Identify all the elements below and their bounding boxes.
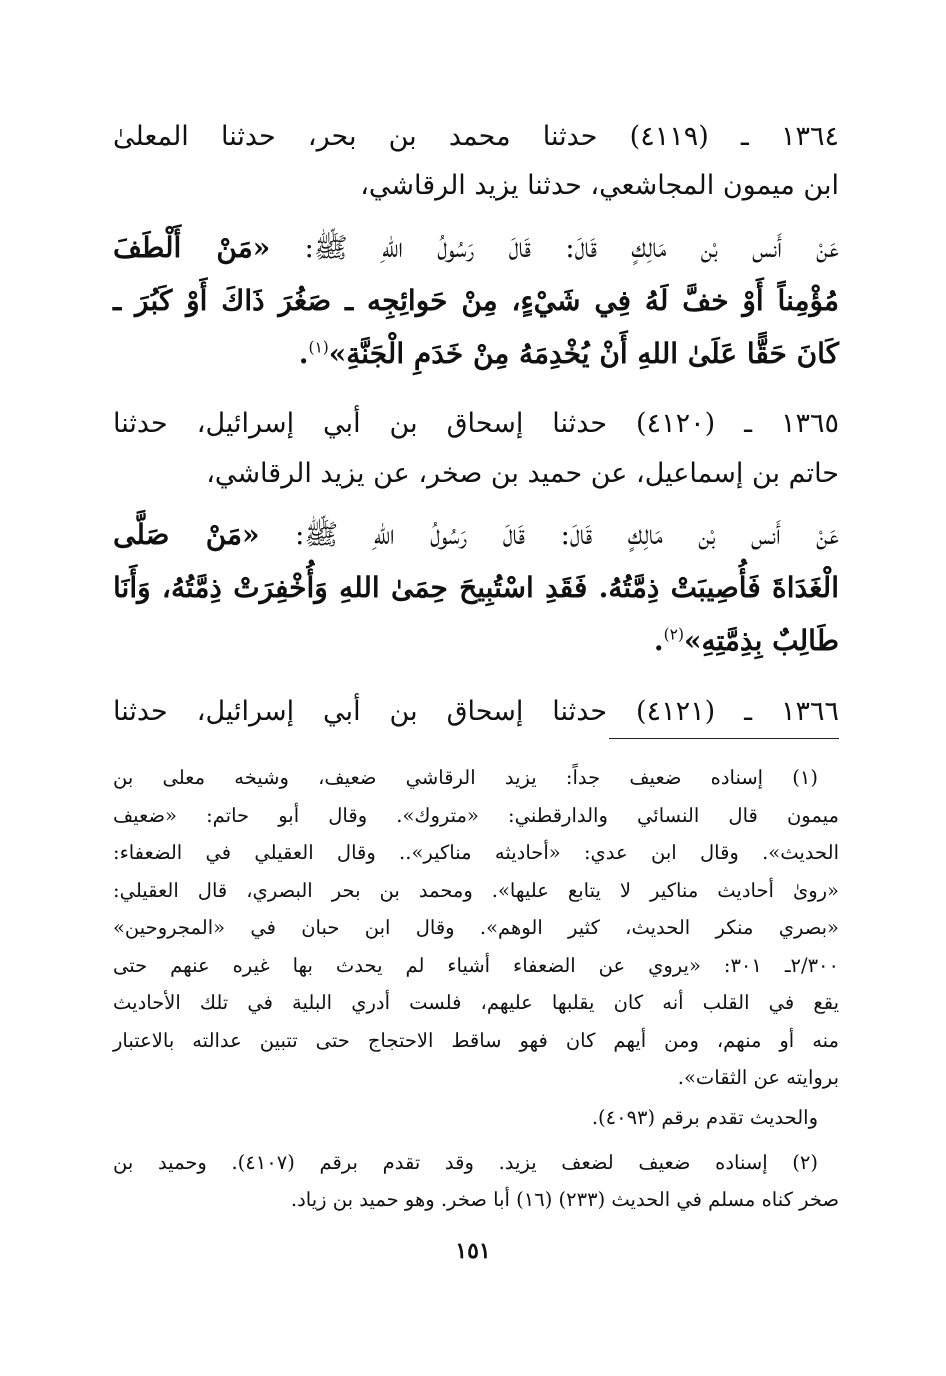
hadith-1365-matn-line-1 bbox=[113, 518, 839, 551]
footnote-separator bbox=[609, 738, 839, 739]
hadith-1365-matn-line-2: الْغَدَاةَ فَأُصِيبَتْ ذِمَّتُهُ. فَقَدِ اسْتُبِيحَ حِمَىٰ اللهِ وَأُخْفِرَتْ ذِمَّتُهُ، وَأَنَا bbox=[113, 571, 839, 604]
hadith-1365-matn-line-3 bbox=[113, 624, 839, 657]
hadith-1364-matn-line-2: مُؤْمِناً أَوْ خفَّ لَهُ فِي شَيْءٍ، مِنْ حَوائِجِه ـ صَغُرَ ذَاكَ أَوْ كَبُرَ ـ bbox=[113, 284, 840, 317]
hadith-1365-end-mark: . bbox=[653, 624, 664, 657]
hadith-1365-matn-text-3: طَالِبٌ بِذِمَّتِهِ» bbox=[683, 624, 839, 657]
hadith-1366-chain-line-1: ١٣٦٦ ـ (٤١٢١) حدثنا إسحاق بن أبي إسرائيل، حدثنا bbox=[113, 696, 840, 727]
hadith-1364-chain-line-1: ١٣٦٤ ـ (٤١١٩) حدثنا محمد بن بحر، حدثنا المعلىٰ bbox=[113, 121, 840, 152]
footnote-2-line-1: (٢) إسناده ضعيف لضعف يزيد. وقد تقدم برقم (٤١٠٧). وحميد بن bbox=[113, 1151, 818, 1174]
footnote-1-line-6: ٢/٣٠٠ـ ٣٠١: «يروي عن الضعفاء أشياء لم يحدث بها غيره عنهم حتى bbox=[113, 954, 839, 977]
hadith-1365-matn-lead: عَنْ أَنس بْن مَالِكٍ قَالَ: قَالَ رَسُولُ اللهِ ﷺ: bbox=[259, 518, 839, 551]
footnote-1-line-3: الحديث». وقال ابن عدي: «أحاديثه مناكير».. وقال العقيلي في الضعفاء: bbox=[113, 841, 839, 864]
hadith-1365-chain-line-1: ١٣٦٥ ـ (٤١٢٠) حدثنا إسحاق بن أبي إسرائيل، حدثنا bbox=[113, 408, 840, 439]
footnote-1-line-9: بروايته عن الثقات». bbox=[677, 1066, 839, 1089]
footnote-1-extra: والحديث تقدم برقم (٤٠٩٣). bbox=[591, 1106, 818, 1129]
hadith-1364-chain-line-2: ابن ميمون المجاشعي، حدثنا يزيد الرقاشي، bbox=[360, 170, 839, 201]
hadith-1364-matn-text-1: «مَنْ أَلْطَفَ bbox=[113, 231, 271, 264]
hadith-1365-chain-line-2: حاتم بن إسماعيل، عن حميد بن صخر، عن يزيد الرقاشي، bbox=[206, 458, 839, 489]
footnote-1-line-2: ميمون قال النسائي والدارقطني: «متروك». وقال أبو حاتم: «ضعيف bbox=[113, 804, 839, 827]
footnote-2-line-2: صخر كناه مسلم في الحديث (٢٣٣) (١٦) أبا صخر. وهو حميد بن زياد. bbox=[290, 1188, 839, 1211]
footnote-1-line-4: «روىٰ أحاديث مناكير لا يتابع عليها». ومحمد بن بحر البصري، قال العقيلي: bbox=[113, 879, 839, 902]
hadith-1365-matn-text-1: «مَنْ صَلَّى bbox=[113, 518, 260, 551]
hadith-1364-matn-text-3: كَانَ حَقًّا عَلَىٰ اللهِ أَنْ يُخْدِمَهُ مِنْ خَدَمِ الْجَنَّةِ» bbox=[328, 337, 839, 370]
footnote-ref-1[interactable]: (١) bbox=[308, 338, 329, 357]
hadith-1364-matn-line-3 bbox=[113, 337, 839, 370]
hadith-1364-matn-line-1 bbox=[113, 231, 839, 264]
footnote-1-line-1: (١) إسناده ضعيف جداً: يزيد الرقاشي ضعيف، وشيخه معلى بن bbox=[113, 766, 818, 789]
hadith-1364-matn-lead: عَنْ أَنس بْن مَالِكٍ قَالَ: قَالَ رَسُولُ اللهِ ﷺ: bbox=[270, 231, 839, 264]
footnote-ref-2[interactable]: (٢) bbox=[663, 625, 684, 644]
hadith-1364-end-mark: . bbox=[298, 337, 309, 370]
footnote-1-line-8: منه أو منهم، ومن أيهم كان فهو ساقط الاحتجاج حتى تتبين عدالته بالاعتبار bbox=[113, 1029, 839, 1052]
footnote-1-line-7: يقع في القلب أنه كان يقلبها عليهم، فلست أدري البلية في تلك الأحاديث bbox=[113, 991, 839, 1014]
footnote-1-line-5: «بصري منكر الحديث، كثير الوهم». وقال ابن حبان في «المجروحين» bbox=[113, 916, 839, 939]
page-number: ١٥١ bbox=[455, 1238, 491, 1264]
